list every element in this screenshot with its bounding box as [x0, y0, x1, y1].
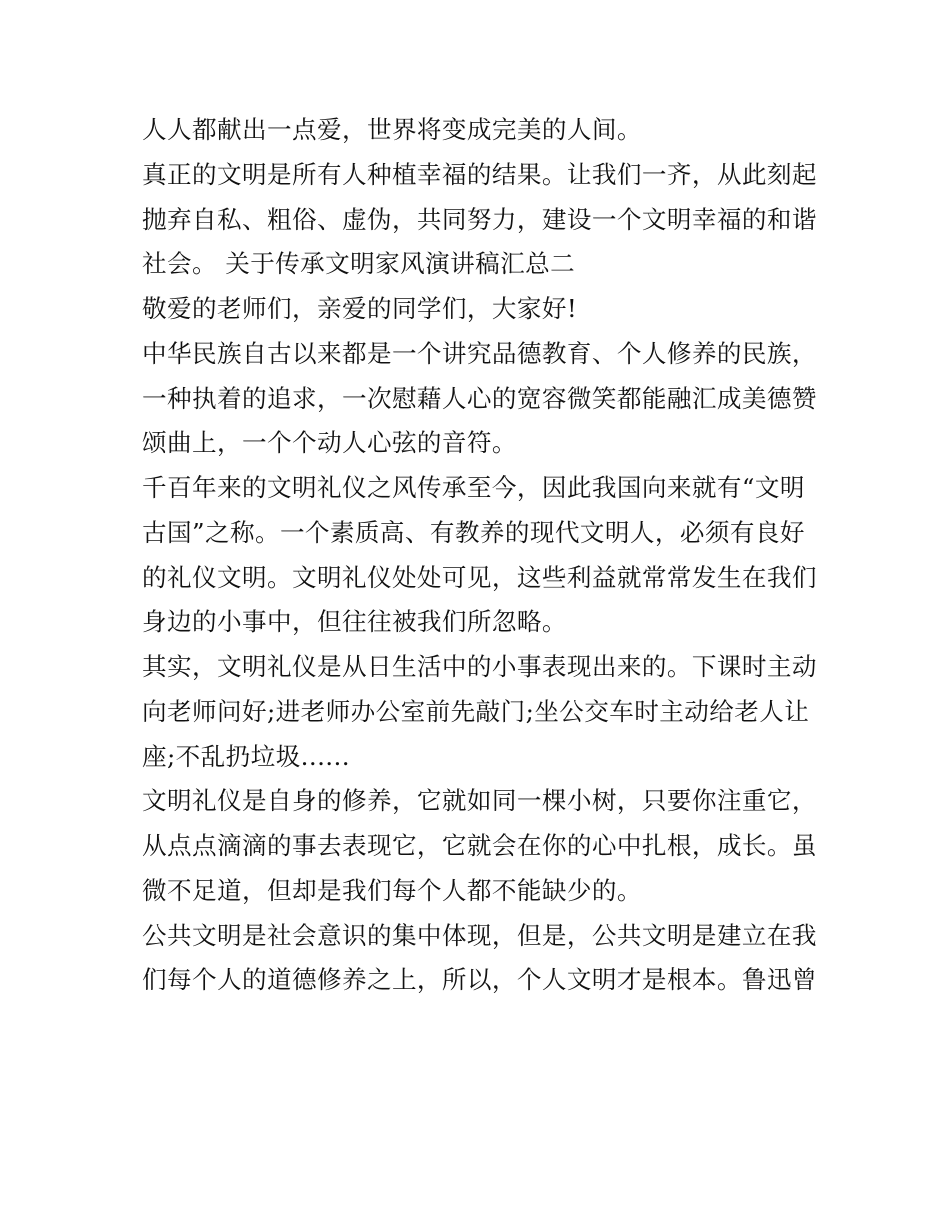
salutation-line: 敬爱的老师们，亲爱的同学们，大家好!	[142, 294, 578, 323]
text-line: 真正的文明是所有人种植幸福的结果。让我们一齐，从此刻起	[142, 159, 817, 189]
text-line: 身边的小事中，但往往被我们所忽略。	[142, 607, 567, 637]
text-line: 向老师问好;进老师办公室前先敲门;坐公交车时主动给老人让	[142, 696, 810, 726]
text-line: 文明礼仪是自身的修养，它就如同一棵小树，只要你注重它，	[142, 786, 817, 816]
text-line: 公共文明是社会意识的集中体现，但是，公共文明是建立在我	[142, 920, 817, 950]
body-text	[142, 108, 822, 1003]
text-line: 从点点滴滴的事去表现它，它就会在你的心中扎根，成长。虽	[142, 831, 817, 860]
text-line: 古国”之称。一个素质高、有教养的现代文明人，必须有良好	[142, 517, 805, 547]
text-line: 座;不乱扔垃圾......	[142, 741, 350, 771]
text-line: 中华民族自古以来都是一个讲究品德教育、个人修养的民族，	[142, 338, 817, 368]
text-line: 们每个人的道德修养之上，所以，个人文明才是根本。鲁迅曾	[142, 965, 817, 995]
text-line: 一种执着的追求，一次慰藉人心的宽容微笑都能融汇成美德赞	[142, 383, 817, 413]
text-line: 抛弃自私、粗俗、虚伪，共同努力，建设一个文明幸福的和谐	[142, 204, 817, 234]
text-line: 人人都献出一点爱，世界将变成完美的人间。	[142, 115, 642, 144]
text-line: 微不足道，但却是我们每个人都不能缺少的。	[142, 875, 642, 905]
text-line: 的礼仪文明。文明礼仪处处可见，这些利益就常常发生在我们	[142, 562, 817, 592]
text-line: 其实，文明礼仪是从日生活中的小事表现出来的。下课时主动	[142, 652, 817, 681]
text-line: 千百年来的文明礼仪之风传承至今，因此我国向来就有“文明	[142, 473, 805, 502]
text-line: 颂曲上，一个个动人心弦的音符。	[142, 428, 517, 458]
section-title-line: 社会。 关于传承文明家风演讲稿汇总二	[142, 249, 576, 279]
